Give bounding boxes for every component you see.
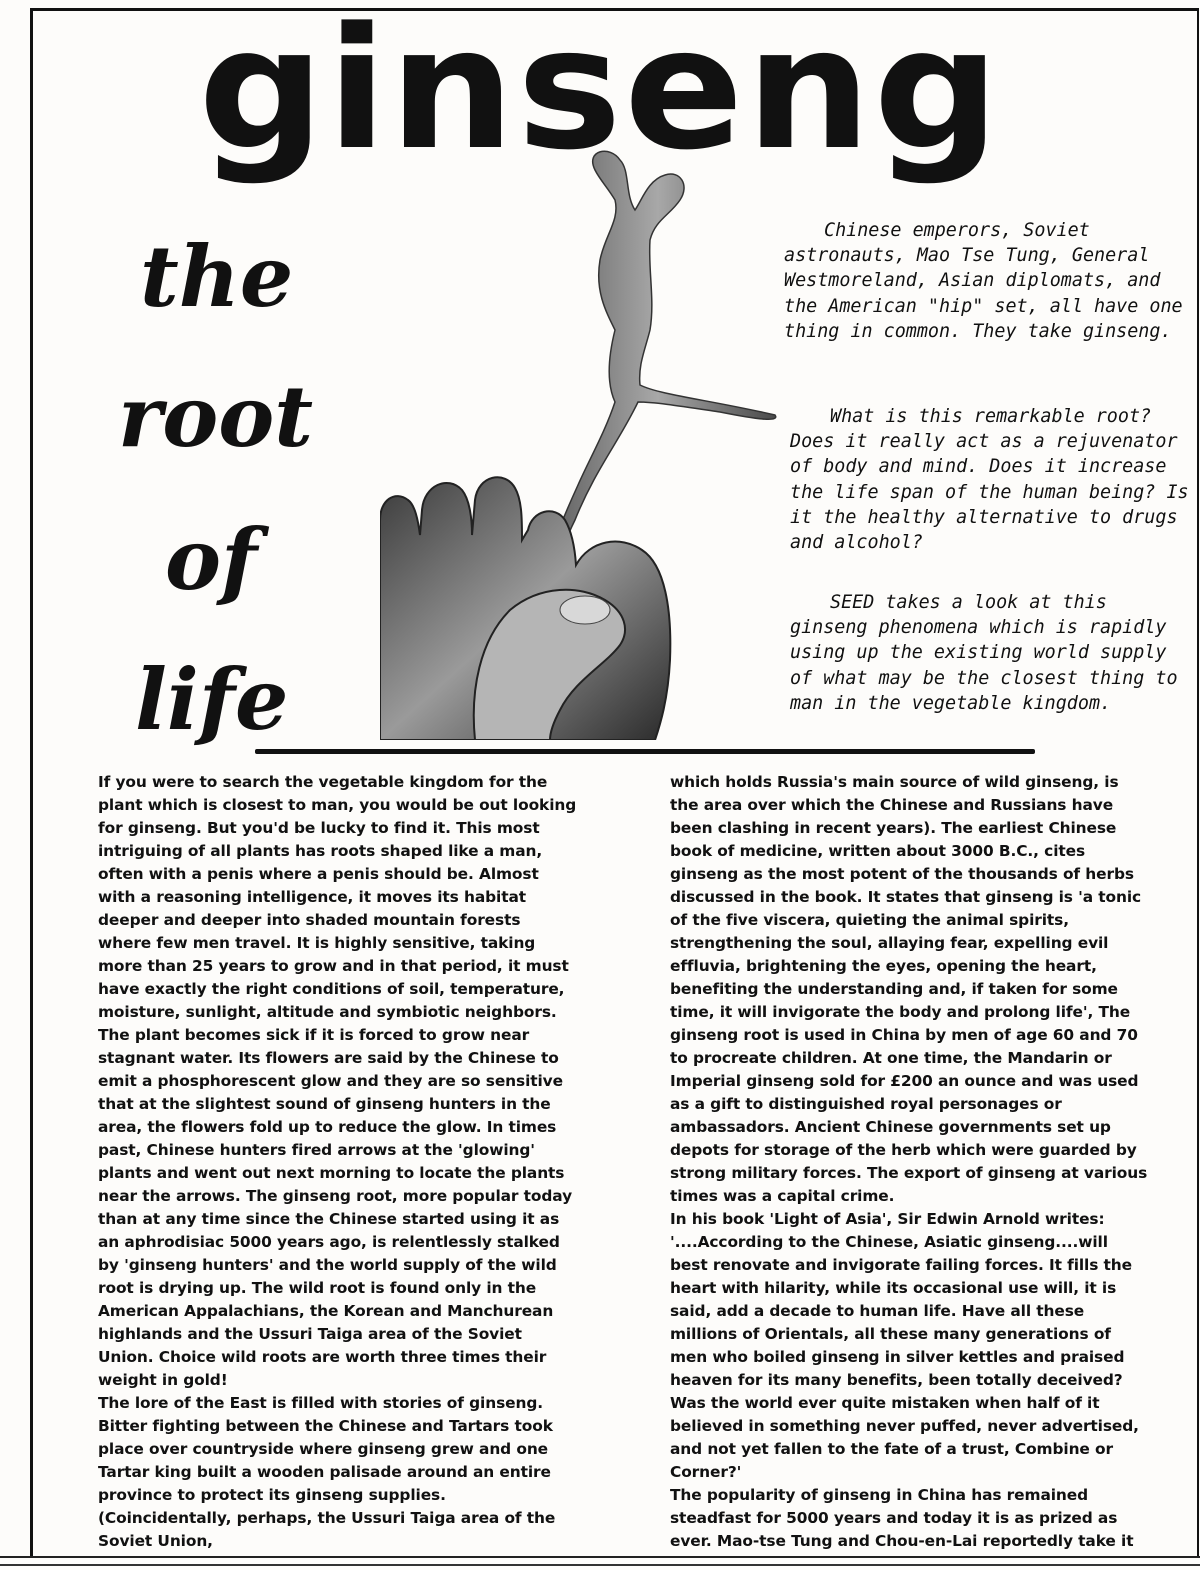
body-right-paragraph-1: which holds Russia's main source of wild ginseng, is the area over which the Chinese and Russians have been clashing in recent years). The earliest Chinese book of medicine, written about 3000 B.C., cites ginseng as the most potent of the thousands of herbs discussed in the book. It states that ginseng is 'a tonic of the five viscera, quieting the animal spirits, strengthening the soul, allaying fear, expelling evil effluvia, brightening the eyes, opening the heart, benefiting the understanding and, if taken for some time, it will invigorate the body and prolong life', The ginseng root is used in China by men of age 60 and 70 to procreate children. At one time, the Mandarin or Imperial ginseng sold for £200 an ounce and was used as a gift to distinguished royal personages or ambassadors. Ancient Chinese governments set up depots for storage of the herb which were guarded by strong military forces. The export of ginseng at various times was a capital crime. <box>670 773 1148 1205</box>
headline: ginseng <box>198 0 1002 187</box>
intro-paragraph-1 <box>784 218 1184 344</box>
body-left-paragraph-1: If you were to search the vegetable kingdom for the plant which is closest to man, you would be out looking for ginseng. But you'd be lucky to find it. This most intriguing of all plants has roots shaped like a man, often with a penis where a penis should be. Almost with a reasoning intelligence, it moves its habitat deeper and deeper into shaded mountain forests where few men travel. It is highly sensitive, taking more than 25 years to grow and in that period, it must have exactly the right conditions of soil, temperature, moisture, sunlight, altitude and symbiotic neighbors. The plant becomes sick if it is forced to grow near stagnant water. Its flowers are said by the Chinese to emit a phosphorescent glow and they are so sensitive that at the slightest sound of ginseng hunters in the area, the flowers fold up to reduce the glow. In times past, Chinese hunters fired arrows at the 'glowing' plants and went out next morning to locate the plants near the arrows. The ginseng root, more popular today than at any time since the Chinese started using it as an aphrodisiac 5000 years ago, is relentlessly stalked by 'ginseng hunters' and the world supply of the wild root is drying up. The wild root is found only in the American Appalachians, the Korean and Manchurean highlands and the Ussuri Taiga area of the Soviet Union. Choice wild roots are worth three times their weight in gold! <box>98 773 577 1389</box>
body-right-paragraph-3: The popularity of ginseng in China has remained steadfast for 5000 years and today it is as prized as ever. Mao-tse Tung and Chou-en-Lai reportedly take it <box>670 1486 1134 1550</box>
bottom-rule <box>0 1556 1200 1558</box>
body-left-paragraph-2: The lore of the East is filled with stories of ginseng. Bitter fighting between the Chinese and Tartars took place over countryside where ginseng grew and one Tartar king built a wooden palisade around an entire province to protect its ginseng supplies.(Coincidentally, perhaps, the Ussuri Taiga area of the Soviet Union, <box>98 1394 556 1550</box>
intro-text-2: What is this remarkable root? Does it really act as a rejuvenator of body and mind. Does it increase the life span of the human being? Is it the healthy alternative to drugs and alcohol? <box>790 406 1189 554</box>
body-column-left <box>98 771 578 1553</box>
body-right-paragraph-2: In his book 'Light of Asia', Sir Edwin Arnold writes: '....According to the Chinese, Asiatic ginseng....will best renovate and invigorate failing forces. It fills the heart with hilarity, while its occasional use will, it is said, add a decade to human life. Have all these millions of Orientals, all these many generations of men who boiled ginseng in silver kettles and praised heaven for its many benefits, been totally deceived? Was the world ever quite mistaken when half of it believed in something never puffed, never advertised, and not yet fallen to the fate of a trust, Combine or Corner?' <box>670 1210 1139 1481</box>
intro-paragraph-2 <box>790 404 1190 555</box>
section-divider <box>255 749 1035 754</box>
intro-text-3: SEED takes a look at this ginseng phenomena which is rapidly using up the existing world supply of what may be the closest thing to man in the vegetable kingdom. <box>790 592 1178 714</box>
intro-paragraph-3 <box>790 590 1190 716</box>
subtitle-word-the: the <box>140 227 294 326</box>
subtitle-word-life: life <box>135 650 289 749</box>
subtitle-word-of: of <box>165 510 258 609</box>
ginseng-root-photo <box>380 140 820 740</box>
subtitle-word-root: root <box>118 367 314 466</box>
bottom-rule-secondary <box>0 1564 1200 1566</box>
body-column-right <box>670 771 1150 1553</box>
intro-text-1: Chinese emperors, Soviet astronauts, Mao Tse Tung, General Westmoreland, Asian diplomats, and the American "hip" set, all have one thing in common. They take ginseng. <box>784 220 1183 342</box>
